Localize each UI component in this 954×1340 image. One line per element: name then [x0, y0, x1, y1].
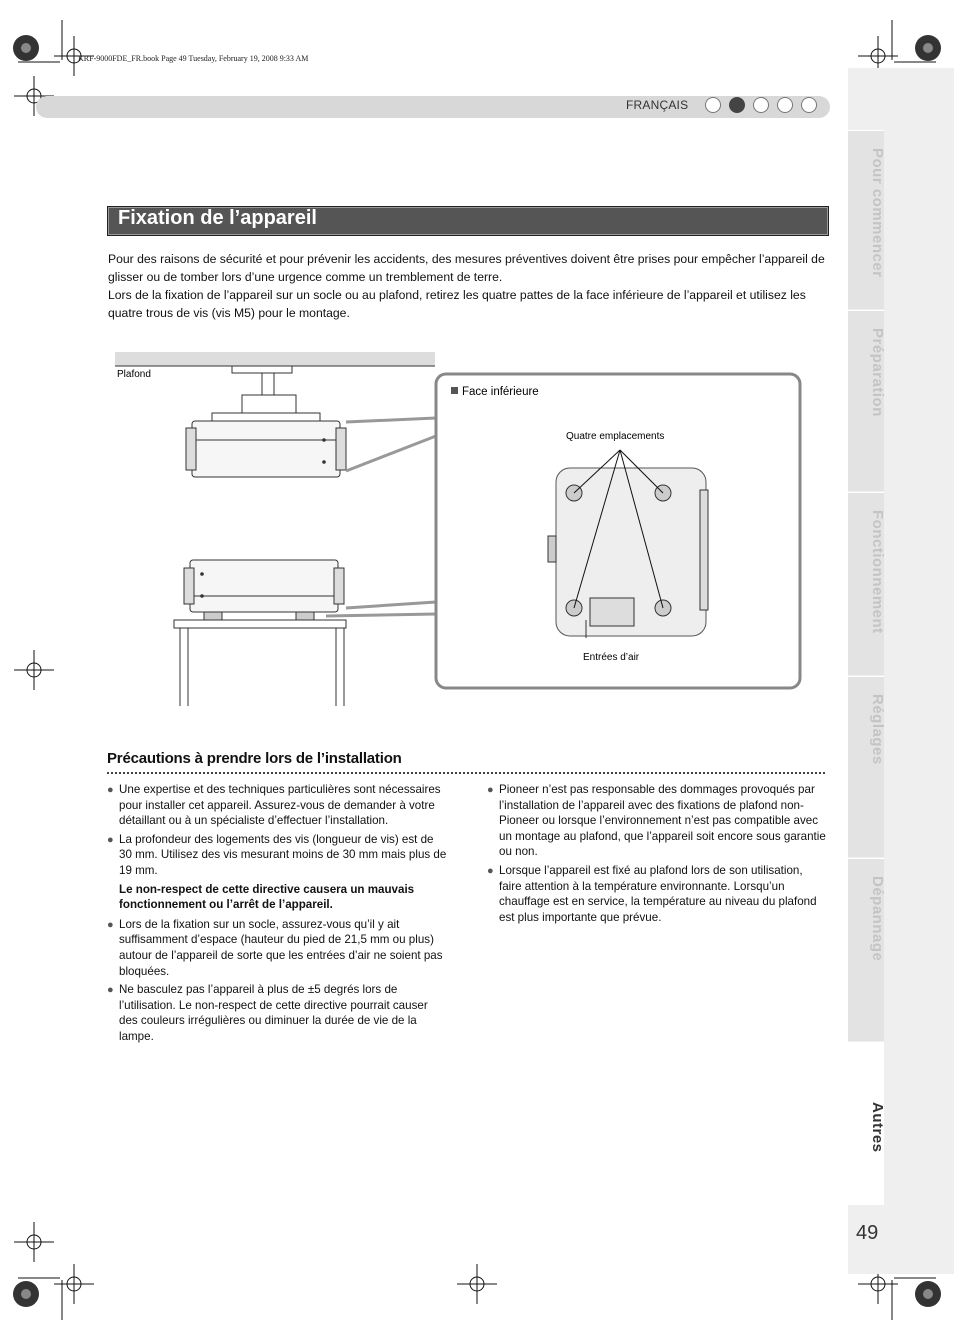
page-dot: [753, 97, 769, 113]
page-number: 49: [856, 1222, 879, 1244]
ceiling-strip: [115, 352, 435, 366]
precautions-right-column: [487, 782, 827, 928]
crosshair-mark-bl2: [54, 1264, 94, 1304]
sunburst-mark-tr: [915, 35, 941, 61]
square-bullet-icon: [451, 387, 458, 394]
page-dot: [801, 97, 817, 113]
bullet-icon: ●: [107, 833, 114, 846]
bullet-icon: ●: [107, 918, 114, 931]
bullet-icon: ●: [487, 784, 494, 796]
sunburst-mark-bl: [13, 1281, 39, 1307]
page-dot: [705, 97, 721, 113]
list-item: ● Lorsque l’appareil est fixé au plafond lors de son utilisation, faire attention à la température environnante. Lorsqu’un chauffage est en service, la température au niveau du plafond est plus importante que prévue.: [487, 863, 817, 924]
list-item: ● Pioneer n’est pas responsable des dommages provoqués par l’installation de l’appareil avec des fixations de plafond non-Pioneer ou lorsque l’environnement n’est pas compatible avec un montage au plafond, que l’appareil soit encore sous garantie ou non.: [487, 783, 826, 859]
projector-bottom-view: [548, 468, 708, 638]
side-tab-préparation[interactable]: Préparation: [869, 328, 886, 417]
bullet-icon: ●: [487, 864, 494, 877]
list-item: ● La profondeur des logements des vis (longueur de vis) est de 30 mm. Utilisez des vis mesurant moins de 30 mm mais plus de 19 mm.: [107, 832, 447, 877]
mounting-diagram: [100, 340, 820, 720]
bullet-icon: ●: [107, 984, 114, 997]
projector-stand: [174, 560, 346, 706]
list-item: ● Une expertise et des techniques particulières sont nécessaires pour installer cet appareil. Assurez-vous de demander à votre détaillant ou à un spécialiste d’effectuer l’installation.: [107, 783, 441, 828]
precautions-heading: Précautions à prendre lors de l’installation: [107, 750, 402, 767]
sunburst-mark-tl: [13, 35, 39, 61]
list-item: ● Ne basculez pas l’appareil à plus de ±5 degrés lors de l’utilisation. Le non-respect de cette directive pourrait causer des couleurs irrégulières ou diminuer la durée de vie de la lampe.: [107, 983, 428, 1043]
side-tab-dépannage[interactable]: Dépannage: [869, 876, 886, 962]
bottom-face-label: Face inférieure: [462, 386, 539, 398]
intro-paragraph-1: Pour des raisons de sécurité et pour prévenir les accidents, des mesures préventives doivent être prises pour empêcher l’appareil de glisser ou de tomber lors d’une urgence comme un tremblement de terre.: [108, 252, 825, 284]
crosshair-mark-bl: [14, 1222, 54, 1262]
page-dot: [729, 97, 745, 113]
bullet-icon: ●: [107, 784, 114, 796]
file-info: KRF-9000FDE_FR.book Page 49 Tuesday, February 19, 2008 9:33 AM: [78, 54, 309, 63]
four-locations-label: Quatre emplacements: [566, 431, 665, 442]
warning-text: Le non-respect de cette directive causera un mauvais fonctionnement ou l’arrêt de l’appareil.: [119, 882, 415, 912]
page-dot: [777, 97, 793, 113]
side-tab-fonctionnement[interactable]: Fonctionnement: [869, 510, 886, 634]
dotted-divider: [107, 772, 825, 774]
list-item: ● Lors de la fixation sur un socle, assurez-vous qu’il y ait suffisamment d’espace (hauteur du pied de 21,5 mm ou plus) autour de l’appareil de sorte que les entrées d’air ne soient pas bloquées.: [107, 917, 443, 978]
crosshair-mark-ml: [14, 650, 54, 690]
intro-paragraph-2: Lors de la fixation de l’appareil sur un socle ou au plafond, retirez les quatre pattes de la face inférieure de l’appareil et utilisez les quatre trous de vis (vis M5) pour le montage.: [108, 288, 806, 320]
air-inlets-label: Entrées d’air: [583, 652, 640, 663]
sunburst-mark-br: [915, 1281, 941, 1307]
side-tab-autres[interactable]: Autres: [869, 1102, 886, 1153]
crosshair-mark-bc: [457, 1264, 497, 1304]
projector-ceiling: [186, 421, 346, 477]
ceiling-label: Plafond: [117, 369, 151, 380]
language-label: FRANÇAIS: [626, 98, 689, 112]
side-tab-réglages[interactable]: Réglages: [869, 694, 886, 765]
side-tab-pour-commencer[interactable]: Pour commencer: [869, 148, 886, 278]
section-title: Fixation de l’appareil: [118, 207, 317, 229]
precautions-left-column: [107, 782, 447, 1048]
